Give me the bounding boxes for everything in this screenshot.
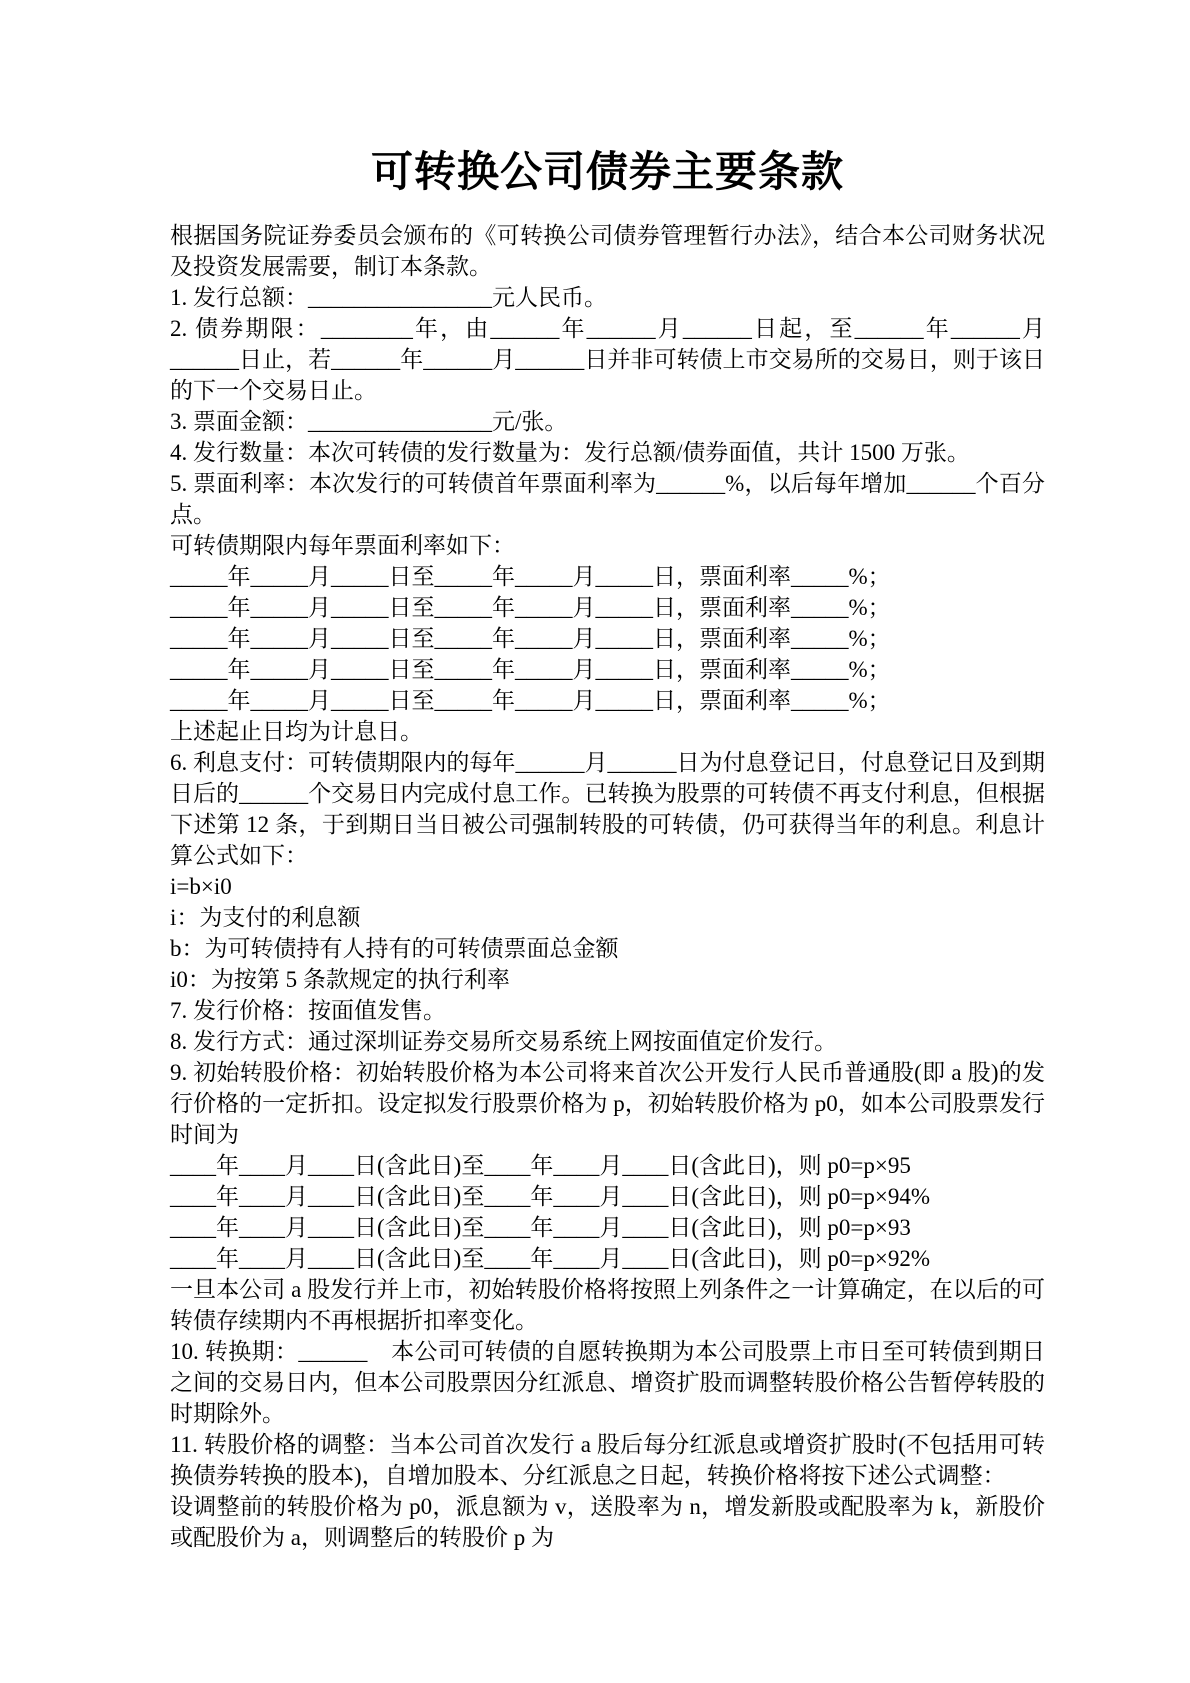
document-body <box>170 220 1045 1553</box>
document-title: 可转换公司债券主要条款 <box>370 150 844 196</box>
doc-paragraph: _____年_____月_____日至_____年_____月_____日，票面利率_____%； <box>170 657 891 682</box>
doc-paragraph: i=b×i0 <box>170 874 232 899</box>
doc-paragraph: 9. 初始转股价格：初始转股价格为本公司将来首次公开发行人民币普通股(即 a 股)的发行价格的一定折扣。设定拟发行股票价格为 p，初始转股价格为 p0，如本公司股票发行时间为 <box>170 1060 1045 1147</box>
doc-paragraph: 上述起止日均为计息日。 <box>170 719 423 744</box>
doc-paragraph: ____年____月____日(含此日)至____年____月____日(含此日)，则 p0=p×94% <box>170 1184 930 1209</box>
doc-paragraph: 10. 转换期：______ 本公司可转债的自愿转换期为本公司股票上市日至可转债到期日之间的交易日内，但本公司股票因分红派息、增资扩股而调整转股价格公告暂停转股的时期除外。 <box>170 1339 1045 1426</box>
doc-paragraph: 5. 票面利率：本次发行的可转债首年票面利率为______%，以后每年增加______个百分点。 <box>170 471 1045 527</box>
doc-paragraph: 设调整前的转股价格为 p0，派息额为 v，送股率为 n，增发新股或配股率为 k，新股价或配股价为 a，则调整后的转股价 p 为 <box>170 1494 1045 1550</box>
doc-paragraph: 3. 票面金额：________________元/张。 <box>170 409 568 434</box>
doc-paragraph: 7. 发行价格：按面值发售。 <box>170 998 446 1023</box>
doc-paragraph: i：为支付的利息额 <box>170 905 361 930</box>
doc-paragraph: _____年_____月_____日至_____年_____月_____日，票面利率_____%； <box>170 688 891 713</box>
doc-paragraph: ____年____月____日(含此日)至____年____月____日(含此日)，则 p0=p×93 <box>170 1215 911 1240</box>
doc-paragraph: 2. 债券期限：________年，由______年______月______日起，至______年______月______日止，若______年______月______日并非可转债上市交易所的交易日，则于该日的下一个交易日止。 <box>170 316 1045 403</box>
doc-paragraph: 根据国务院证券委员会颁布的《可转换公司债券管理暂行办法》，结合本公司财务状况及投资发展需要，制订本条款。 <box>170 223 1045 279</box>
doc-paragraph: 4. 发行数量：本次可转债的发行数量为：发行总额/债券面值，共计 1500 万张。 <box>170 440 970 465</box>
doc-paragraph: 一旦本公司 a 股发行并上市，初始转股价格将按照上列条件之一计算确定，在以后的可转债存续期内不再根据折扣率变化。 <box>170 1277 1045 1333</box>
doc-paragraph: _____年_____月_____日至_____年_____月_____日，票面利率_____%； <box>170 595 891 620</box>
doc-paragraph: 可转债期限内每年票面利率如下： <box>170 533 515 558</box>
doc-paragraph: ____年____月____日(含此日)至____年____月____日(含此日)，则 p0=p×95 <box>170 1153 911 1178</box>
doc-paragraph: 1. 发行总额：________________元人民币。 <box>170 285 607 310</box>
doc-paragraph: 6. 利息支付：可转债期限内的每年______月______日为付息登记日，付息登记日及到期日后的______个交易日内完成付息工作。已转换为股票的可转债不再支付利息，但根据下述第 12 条，于到期日当日被公司强制转股的可转债，仍可获得当年的利息。利息计算公式如下： <box>170 750 1045 868</box>
doc-paragraph: i0：为按第 5 条款规定的执行利率 <box>170 967 510 992</box>
doc-paragraph: _____年_____月_____日至_____年_____月_____日，票面利率_____%； <box>170 564 891 589</box>
doc-paragraph: ____年____月____日(含此日)至____年____月____日(含此日)，则 p0=p×92% <box>170 1246 930 1271</box>
doc-paragraph: 8. 发行方式：通过深圳证券交易所交易系统上网按面值定价发行。 <box>170 1029 837 1054</box>
doc-paragraph: 11. 转股价格的调整：当本公司首次发行 a 股后每分红派息或增资扩股时(不包括用可转换债券转换的股本)，自增加股本、分红派息之日起，转换价格将按下述公式调整： <box>170 1432 1045 1488</box>
doc-paragraph: b：为可转债持有人持有的可转债票面总金额 <box>170 936 619 961</box>
doc-paragraph: _____年_____月_____日至_____年_____月_____日，票面利率_____%； <box>170 626 891 651</box>
